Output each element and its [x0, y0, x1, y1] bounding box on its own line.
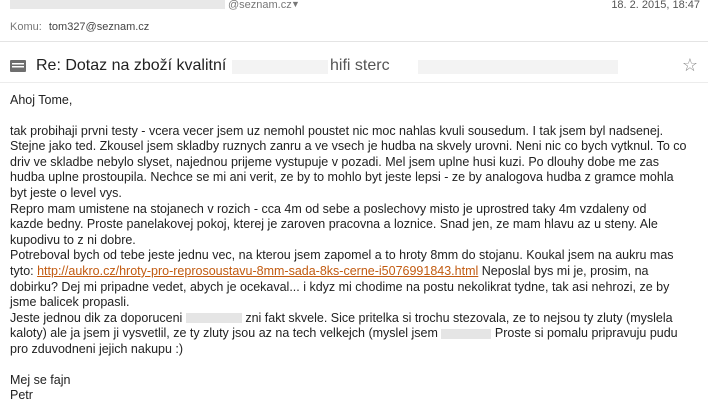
body-line: jsme balicek propasli.	[10, 295, 130, 310]
body-line: tak probihaji prvni testy - vcera vecer jsem uz nemohl poustet nic moc nahlas kvuli sousedum. I tak jsem byl nadsenej.	[10, 123, 664, 138]
body-line-with-link	[10, 264, 700, 280]
chevron-down-icon[interactable]: ▼	[291, 0, 300, 9]
signature: Petr	[10, 388, 33, 403]
sender-name-redacted	[10, 0, 225, 9]
body-line: kupodivu to z ni dobre.	[10, 232, 136, 247]
body-line: hudba uplne prostoupila. Nechce se mi ani verit, ze by to mohlo byt jeste lepsi - ze by analogova hudba z gramce mohla	[10, 170, 674, 185]
redacted-text	[441, 329, 491, 339]
to-label: Komu:	[10, 21, 42, 33]
body-line: byt jeste o level vys.	[10, 185, 122, 200]
recipient-row	[10, 21, 149, 33]
subject-tail: hifi sterc	[330, 57, 390, 74]
body-text: tyto:	[10, 263, 38, 278]
closing: Mej se fajn	[10, 372, 71, 387]
body-line: pro zduvodneni jejich nakupu :)	[10, 341, 184, 356]
body-text: kaloty) ale ja jsem ji vysvetlil, ze ty zluty jsou az na tech velkejch (myslel jsem	[10, 326, 438, 341]
body-line: kazde bedny. Proste panelakovej pokoj, kterej je zaroven pracovna a loznice. Snad jen, ze mam hlavu az u steny. Ale	[10, 217, 658, 232]
subject-text: Re: Dotaz na zboží kvalitní	[36, 57, 227, 74]
subject-redacted	[232, 60, 328, 74]
body-text: Neposlal bys mi je, prosim, na	[478, 263, 649, 278]
subject-row	[0, 48, 708, 82]
body-line: Potreboval bych od tebe jeste jednu vec, na kterou jsem zapomel a to hroty 8mm do stojanu. Koukal jsem na aukru mas	[10, 248, 674, 263]
subject-redacted-2	[418, 60, 618, 74]
sender-domain[interactable]: @seznam.cz	[228, 0, 292, 11]
message-date: 18. 2. 2015, 18:47	[611, 0, 700, 11]
body-line	[10, 311, 700, 327]
body-line: dobirku? Dej mi pripadne vedet, abych je ocekaval... i kdyz mi chodime na postu nekolikrat tydne, tak asi nehrozi, ze by	[10, 279, 670, 294]
header-divider	[0, 41, 708, 42]
message-body	[10, 93, 700, 404]
subject-divider	[0, 82, 708, 83]
body-text: Jeste jednou dik za doporuceni	[10, 310, 183, 325]
aukro-link[interactable]: http://aukro.cz/hroty-pro-reprosoustavu-8mm-sada-8ks-cerne-i5076991843.html	[37, 263, 479, 278]
body-line	[10, 326, 700, 342]
body-text: zni fakt skvele. Sice pritelka si trochu stezovala, ze to nejsou ty zluty (myslela	[245, 310, 673, 325]
redacted-text	[186, 313, 242, 323]
star-icon[interactable]: ☆	[681, 55, 698, 75]
message-header-top	[0, 0, 708, 14]
greeting: Ahoj Tome,	[10, 93, 73, 107]
folder-icon	[10, 60, 26, 72]
body-line: driv ve skladbe nebylo slyset, najednou prijeme vystupuje v pozadi. Mel jsem uplne husi kuzi. Po dlouhy dobe me zas	[10, 154, 659, 169]
to-address[interactable]: tom327@seznam.cz	[48, 21, 150, 33]
body-line: Repro mam umistene na stojanech v rozich - cca 4m od sebe a poslechovy misto je uprostred taky 4m vzdaleny od	[10, 201, 647, 216]
body-text: Proste si pomalu pripravuju pudu	[494, 326, 678, 341]
body-line: Stejne jako ted. Zkousel jsem skladby ruznych zanru a ve vsech je hudba na skvely urovni. Neni nic co bych vytknul. To co	[10, 139, 687, 154]
